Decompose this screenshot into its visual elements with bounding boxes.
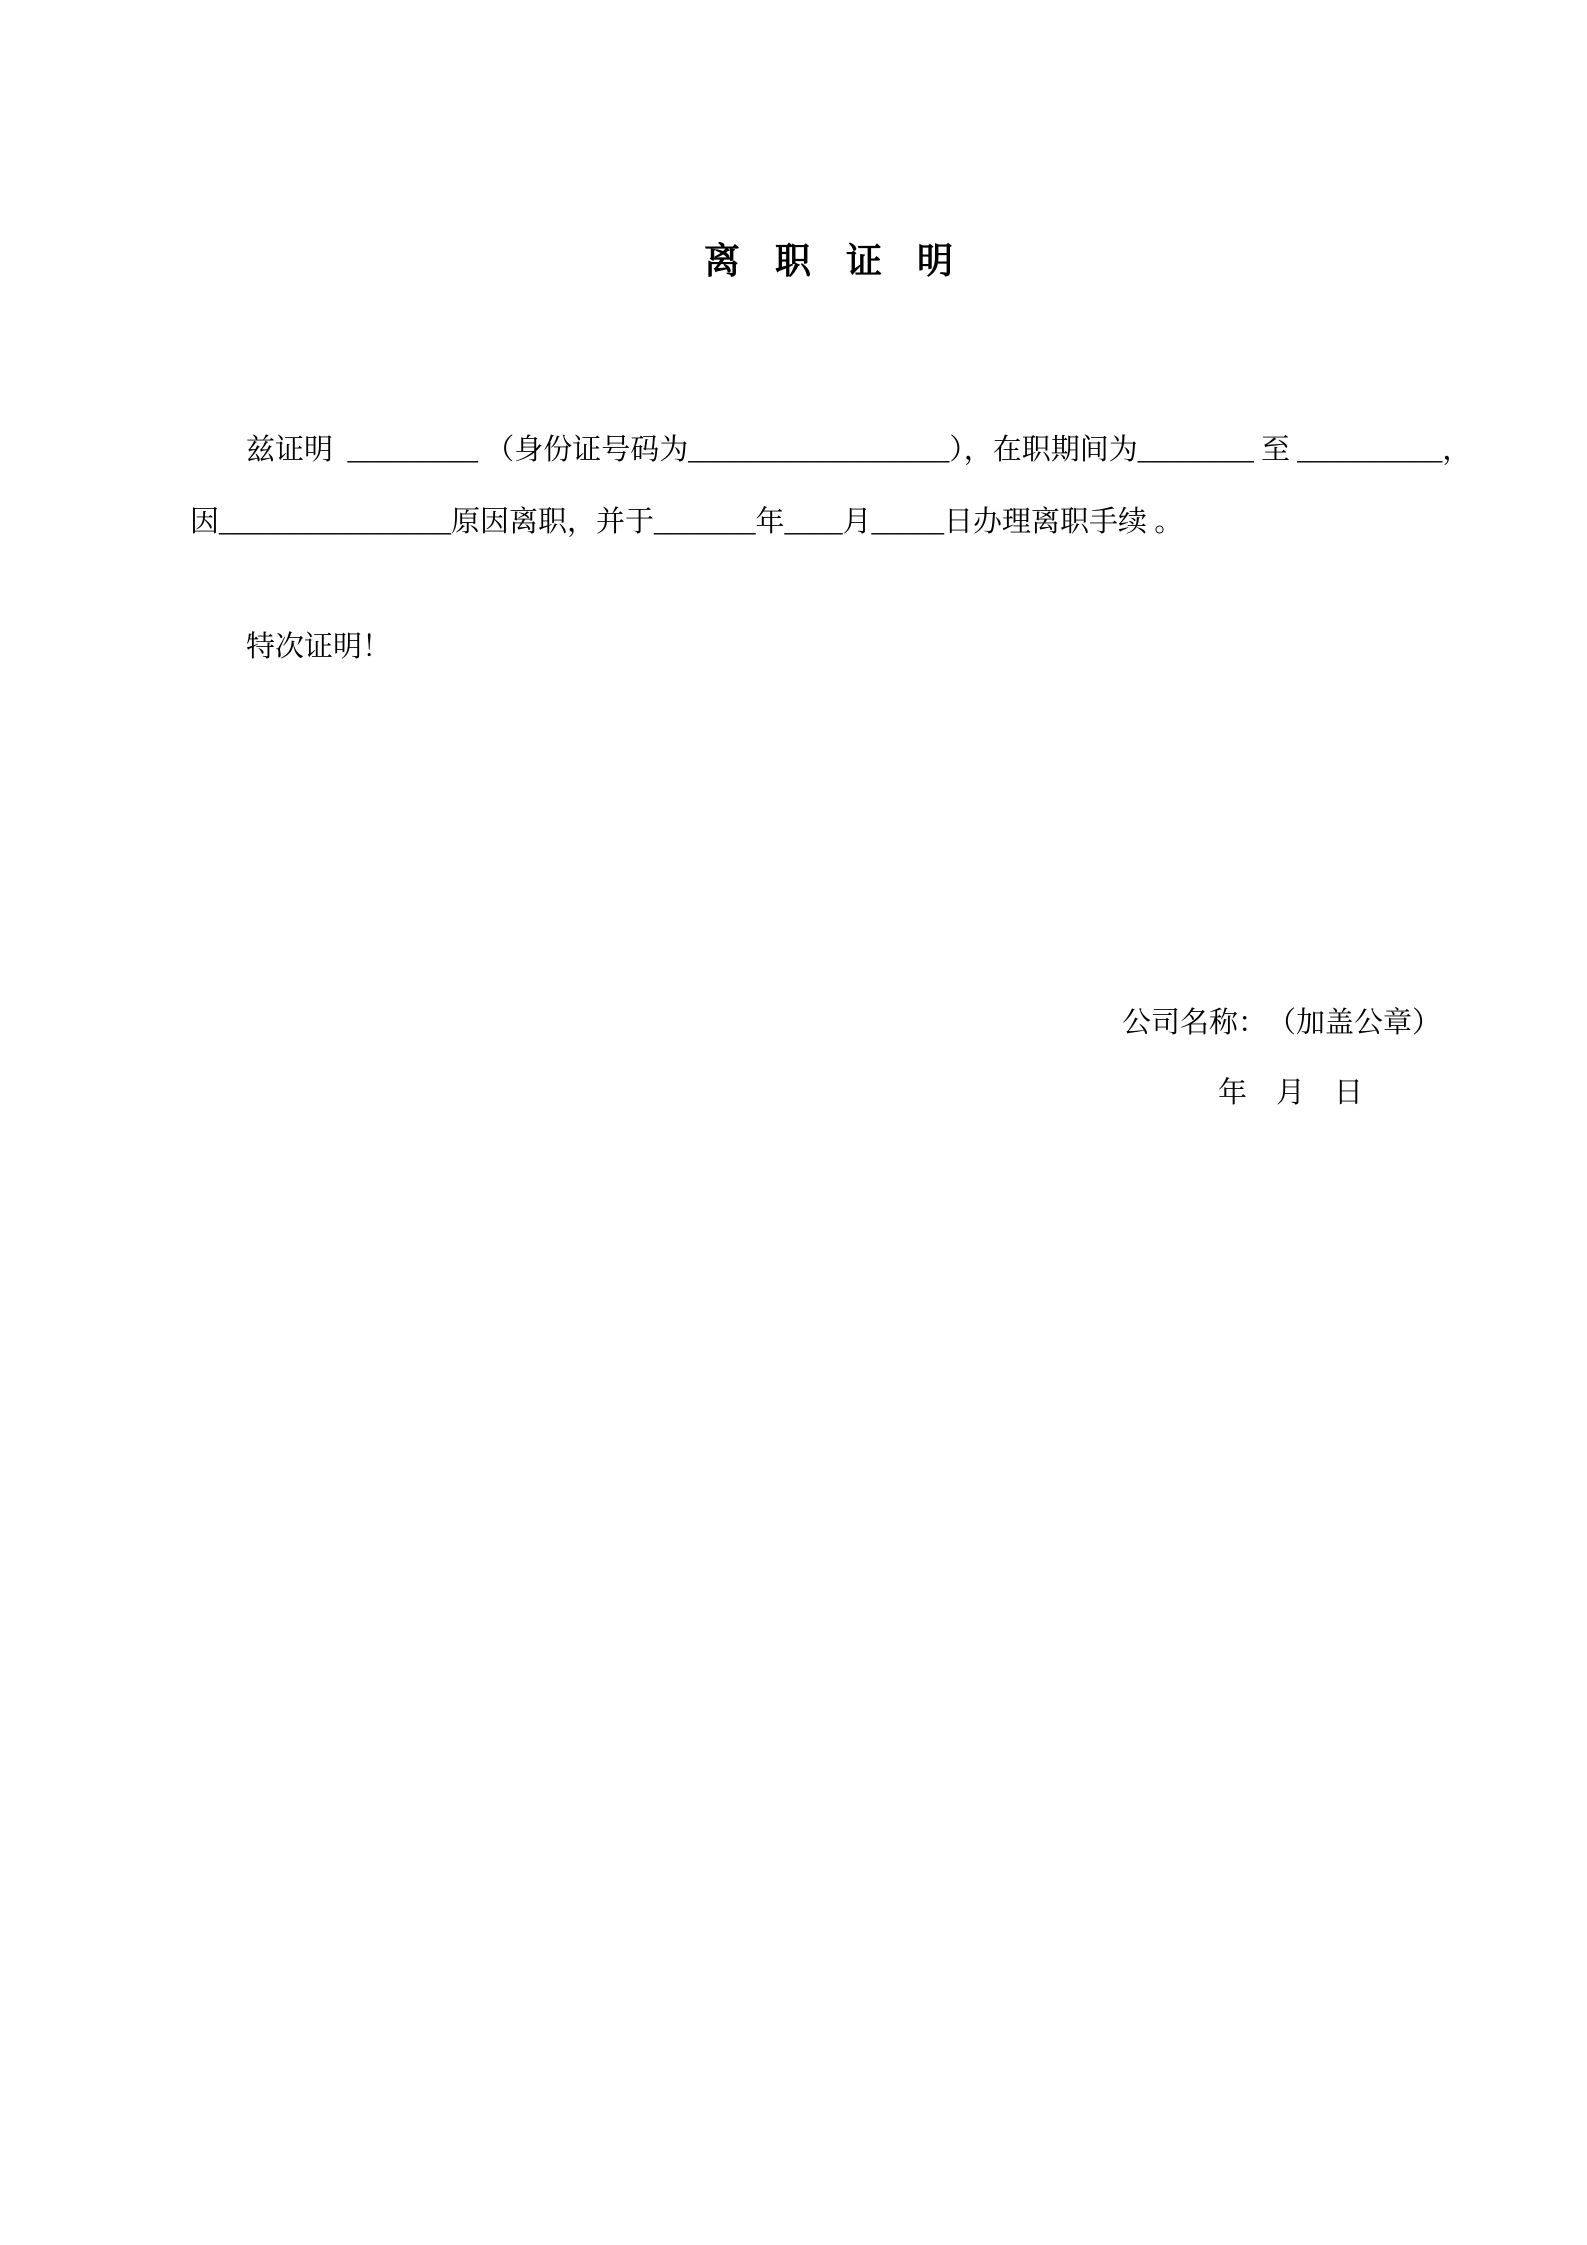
closing-statement: 特次证明！ (246, 631, 392, 663)
document-title: 离 职 证 明 (703, 241, 966, 281)
company-name-seal-line: 公司名称： （加盖公章） (1122, 1007, 1442, 1039)
body-paragraph-line-1: 兹证明 _________ （身份证号码为__________________），在职期间为________ 至 __________， (246, 434, 1472, 466)
signature-date-line: 年 月 日 (1218, 1077, 1364, 1109)
body-paragraph-line-2: 因________________原因离职，并于_______年____月_____日办理离职手续 。 (190, 506, 1184, 538)
